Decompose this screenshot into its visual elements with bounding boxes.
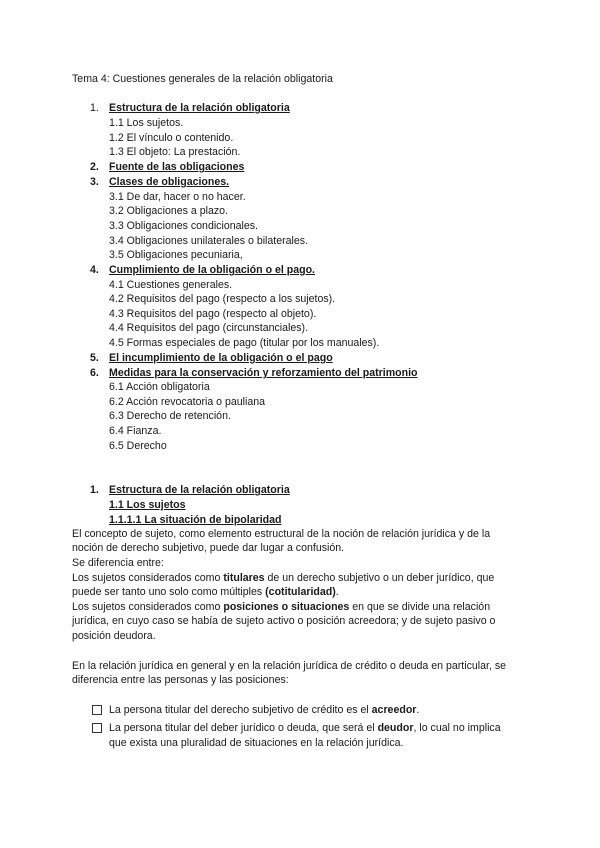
section-heading: Estructura de la relación obligatoria [109, 484, 290, 496]
text-run: puede ser tanto uno solo como múltiples [72, 586, 266, 598]
text-run: . [416, 704, 420, 716]
toc-item-6-heading: Medidas para la conservación y reforzamiento del patrimonio [109, 367, 418, 379]
toc-subitem: 4.1 Cuestiones generales. [109, 279, 233, 291]
paragraph-line: noción de derecho subjetivo, puede dar lugar a confusión. [72, 542, 345, 554]
toc-subitem: 6.3 Derecho de retención. [109, 410, 231, 422]
toc-item-3-heading: Clases de obligaciones. [109, 176, 230, 188]
toc-subitem: 6.4 Fianza. [109, 425, 162, 437]
toc-item-4-heading: Cumplimiento de la obligación o el pago. [109, 264, 316, 276]
toc-subitem: 1.2 El vínculo o contenido. [109, 132, 234, 144]
toc-subitem: 1.1 Los sujetos. [109, 117, 184, 129]
document-title: Tema 4: Cuestiones generales de la relación obligatoria [72, 73, 333, 85]
subsection-heading: 1.1 Los sujetos [109, 499, 186, 511]
toc-subitem: 6.5 Derecho [109, 440, 167, 452]
paragraph-line [72, 585, 339, 599]
bold-term: (cotitularidad) [265, 586, 336, 598]
section-number: 1. [90, 484, 99, 496]
subsubsection-heading: 1.1.1.1 La situación de bipolaridad [109, 514, 282, 526]
text-run: La persona titular del derecho subjetivo de crédito es el [109, 704, 372, 716]
text-run: Los sujetos considerados como [72, 572, 224, 584]
toc-subitem: 6.2 Acción revocatoria o pauliana [109, 396, 266, 408]
paragraph-line: Se diferencia entre: [72, 557, 164, 569]
toc-item-6-number: 6. [90, 367, 99, 379]
toc-subitem: 3.2 Obligaciones a plazo. [109, 205, 228, 217]
paragraph-line [72, 600, 490, 614]
text-run: La persona titular del deber jurídico o deuda, que será el [109, 722, 378, 734]
toc-subitem: 6.1 Acción obligatoria [109, 381, 210, 393]
checkbox[interactable] [92, 705, 102, 715]
toc-subitem: 4.3 Requisitos del pago (respecto al objeto). [109, 308, 317, 320]
toc-subitem: 3.3 Obligaciones condicionales. [109, 220, 258, 232]
paragraph-line: posición deudora. [72, 630, 156, 642]
toc-item-1-number: 1. [90, 102, 99, 114]
bold-term: deudor [377, 722, 414, 734]
toc-subitem: 4.4 Requisitos del pago (circunstanciales). [109, 322, 309, 334]
bold-term: posiciones o situaciones [223, 601, 350, 613]
paragraph-line: En la relación jurídica en general y en la relación jurídica de crédito o deuda en particular, se [72, 660, 507, 672]
toc-item-5-heading: El incumplimiento de la obligación o el pago [109, 352, 333, 364]
paragraph-line: diferencia entre las personas y las posiciones: [72, 674, 289, 686]
text-run: Los sujetos considerados como [72, 601, 224, 613]
checklist-item-text [109, 703, 419, 717]
text-run: en que se divide una relación [349, 601, 491, 613]
toc-subitem: 4.5 Formas especiales de pago (titular por los manuales). [109, 337, 380, 349]
toc-item-2-heading: Fuente de las obligaciones [109, 161, 245, 173]
paragraph-line: El concepto de sujeto, como elemento estructural de la noción de relación jurídica y de la [72, 528, 491, 540]
paragraph-line [72, 571, 494, 585]
checkbox[interactable] [92, 723, 102, 733]
toc-subitem: 1.3 El objeto: La prestación. [109, 146, 241, 158]
bold-term: titulares [223, 572, 265, 584]
toc-item-2-number: 2. [90, 161, 99, 173]
toc-subitem: 4.2 Requisitos del pago (respecto a los sujetos). [109, 293, 336, 305]
checklist-item-continuation: que exista una pluralidad de situaciones en la relación jurídica. [109, 737, 404, 749]
toc-item-4-number: 4. [90, 264, 99, 276]
toc-item-5-number: 5. [90, 352, 99, 364]
toc-subitem: 3.4 Obligaciones unilaterales o bilaterales. [109, 235, 309, 247]
toc-item-3-number: 3. [90, 176, 99, 188]
text-run: , lo cual no implica [413, 722, 501, 734]
bold-term: acreedor [371, 704, 417, 716]
toc-subitem: 3.5 Obligaciones pecuniaria, [109, 249, 243, 261]
text-run: . [335, 586, 339, 598]
text-run: de un derecho subjetivo o un deber jurídico, que [264, 572, 495, 584]
toc-item-1-heading: Estructura de la relación obligatoria [109, 102, 290, 114]
toc-subitem: 3.1 De dar, hacer o no hacer. [109, 191, 246, 203]
checklist-item-text [109, 721, 501, 735]
paragraph-line: jurídica, en cuyo caso se había de sujeto activo o posición acreedora; y de sujeto pasivo o [72, 615, 496, 627]
